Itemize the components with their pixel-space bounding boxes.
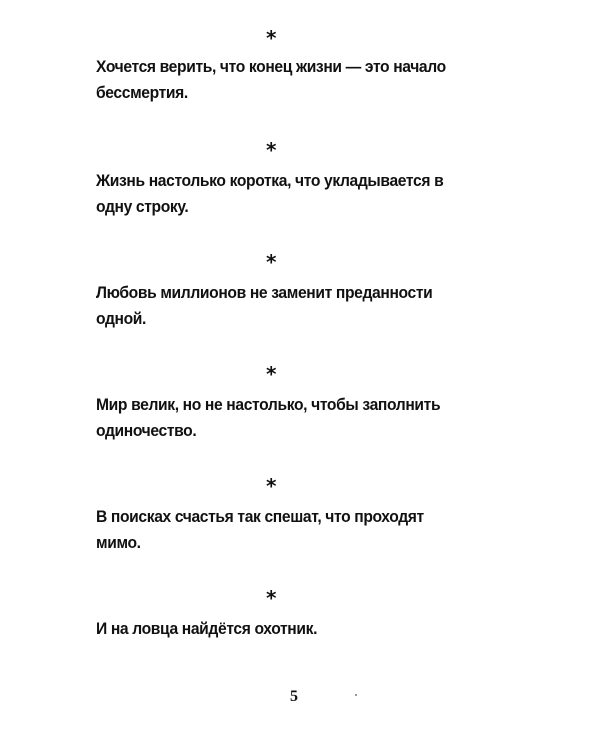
aphorism-text: В поисках счастья так спешат, что проходят мимо. [96, 507, 424, 552]
aphorism-text: Мир велик, но не настолько, чтобы заполнить одиночество. [96, 395, 441, 440]
separator-asterisk: * [266, 362, 277, 386]
aphorism-text: Жизнь настолько коротка, что укладывается в одну строку. [96, 171, 444, 216]
print-speck [355, 694, 357, 696]
separator-asterisk: * [266, 138, 277, 162]
aphorism-text: Хочется верить, что конец жизни — это начало бессмертия. [96, 57, 446, 102]
page-number: 5 [290, 688, 298, 705]
separator-asterisk: * [266, 250, 277, 274]
separator-asterisk: * [266, 586, 277, 610]
aphorism-text: И на ловца найдётся охотник. [96, 619, 318, 638]
separator-asterisk: * [266, 26, 277, 50]
separator-asterisk: * [266, 474, 277, 498]
aphorism-text: Любовь миллионов не заменит преданности одной. [96, 283, 433, 328]
